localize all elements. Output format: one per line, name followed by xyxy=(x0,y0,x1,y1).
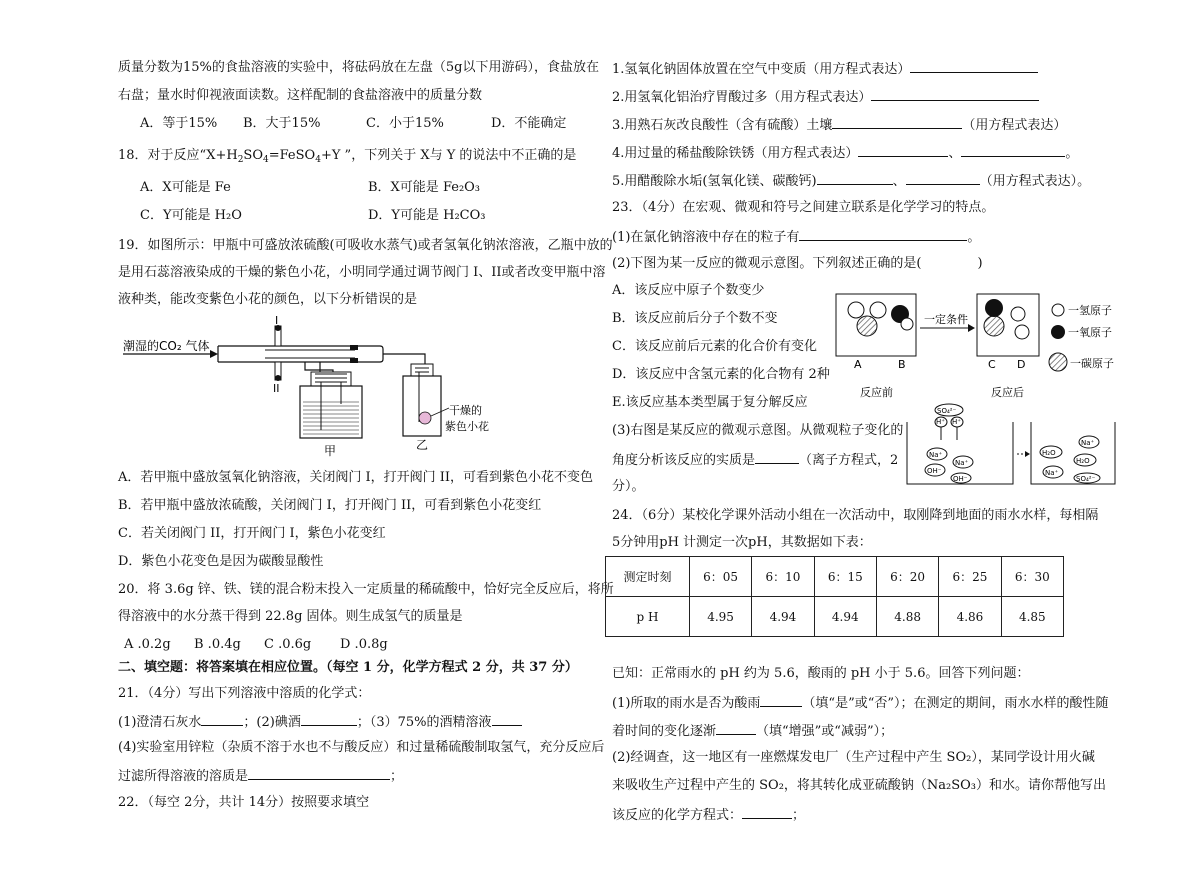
q17-option-a: A．等于15% xyxy=(140,116,218,131)
ion-h2o-label: H₂O xyxy=(1042,449,1056,457)
table-header-cell: 测定时刻 xyxy=(606,557,690,597)
carbon-atom-icon xyxy=(857,316,877,336)
q18-option-a: A．X可能是 Fe xyxy=(140,180,231,195)
q19-line1: 19．如图所示：甲瓶中可盛放浓硫酸(可吸收水蒸气)或者氢氧化钠浓溶液，乙瓶中放的 xyxy=(118,238,613,253)
q24-part2-line1: (2)经调查，这一地区有一座燃煤发电厂（生产过程中产生 SO₂），某同学设计用火碱 xyxy=(612,750,1095,765)
q24-part1-line1: (1)所取的雨水是否为酸雨 （填“是”或“否”）；在测定的期间，雨水水样的酸性随 xyxy=(612,696,1109,711)
q18-option-d: D．Y可能是 H₂CO₃ xyxy=(368,208,486,223)
q23-part3-line1: (3)右图是某反应的微观示意图。从微观粒子变化的 xyxy=(612,423,904,438)
q24-part1-line2: 着时间的变化逐渐 （填“增强”或“减弱”）； xyxy=(612,724,894,739)
q24-line1: 24．（6分）某校化学课外活动小组在一次活动中，取刚降到地面的雨水水样，每相隔 xyxy=(612,508,1099,523)
ion-h2o-label: H₂O xyxy=(1076,457,1090,465)
ion-so4-label: SO₄²⁻ xyxy=(1076,475,1096,483)
mol-label-c: C xyxy=(988,358,996,371)
ion-so4-label: SO₄²⁻ xyxy=(937,407,957,415)
flower-label-2: 紫色小花 xyxy=(445,420,489,433)
ion-reaction-diagram xyxy=(903,402,1118,488)
hydrogen-legend-icon xyxy=(1052,304,1064,316)
answer-blank[interactable] xyxy=(871,88,1039,101)
q23-option-a: A．该反应中原子个数变少 xyxy=(612,283,765,298)
oxygen-atom-icon xyxy=(985,299,1003,317)
q21-stem: 21．（4分）写出下列溶液中溶质的化学式： xyxy=(118,686,371,701)
q17-option-d: D．不能确定 xyxy=(491,116,567,131)
molecular-reaction-diagram xyxy=(832,288,1117,406)
q19-option-d: D．紫色小花变色是因为碳酸显酸性 xyxy=(118,554,324,569)
answer-blank[interactable] xyxy=(760,694,802,707)
ion-na-label: Na⁺ xyxy=(1045,469,1059,477)
ph-table xyxy=(605,556,1064,637)
hydrogen-atom-icon xyxy=(901,318,913,330)
q22-item2: 2.用氢氧化铝治疗胃酸过多（用方程式表达） xyxy=(612,88,1039,106)
q22-item1: 1.氢氧化钠固体放置在空气中变质（用方程式表达） xyxy=(612,60,1038,78)
answer-blank[interactable] xyxy=(906,172,980,185)
table-cell: 4.95 xyxy=(689,597,751,637)
q19-line3: 液种类，能改变紫色小花的颜色，以下分析错误的是 xyxy=(118,292,418,307)
hydrogen-atom-icon xyxy=(870,302,886,318)
q22-item4: 4.用过量的稀盐酸除铁锈（用方程式表达） 、 。 xyxy=(612,146,1079,161)
answer-blank[interactable] xyxy=(817,172,893,185)
q18-stem: 18．对于反应“$X+H_2SO_4=FeSO_4+Y$ ”，下列关于 X与 Y 的说法中不正确的是 xyxy=(118,148,577,165)
answer-blank[interactable] xyxy=(799,228,967,241)
mol-before-label: 反应前 xyxy=(860,386,893,399)
q23-option-b: B．该反应前后分子个数不变 xyxy=(612,311,778,326)
answer-blank[interactable] xyxy=(742,806,792,819)
section-2-heading: 二、填空题：将答案填在相应位置。（每空 1 分，化学方程式 2 分，共 37 分） xyxy=(118,660,578,675)
table-cell: 6：25 xyxy=(939,557,1001,597)
answer-blank[interactable] xyxy=(301,713,357,726)
hydrogen-atom-icon xyxy=(848,302,864,318)
q24-line2: 5分钟用pH 计测定一次pH，其数据如下表： xyxy=(612,535,872,550)
q24-part2-line2: 来吸收生产过程中产生的 SO₂，将其转化成亚硫酸钠（Na₂SO₃）和水。请你帮他写出 xyxy=(612,778,1107,793)
q24-known: 已知：正常雨水的 pH 约为 5.6，酸雨的 pH 小于 5.6。回答下列问题： xyxy=(612,666,1030,681)
bottle-yi-label: 乙 xyxy=(416,438,429,452)
carbon-atom-icon xyxy=(984,316,1004,336)
valve-i-label: I xyxy=(275,314,279,327)
q23-option-d: D．该反应中含氢元素的化合物有 2种 xyxy=(612,367,830,382)
q18-option-b: B．X可能是 Fe₂O₃ xyxy=(368,180,481,195)
q20-option-c: C .0.6g xyxy=(264,637,312,652)
table-row xyxy=(606,557,1064,597)
table-cell: 6：05 xyxy=(689,557,751,597)
q23-part3-line3: 分）。 xyxy=(612,479,645,494)
legend-oxygen: 一氧原子 xyxy=(1068,326,1112,339)
q20-option-b: B .0.4g xyxy=(194,637,241,652)
ion-na-label: Na⁺ xyxy=(929,451,943,459)
ion-oh-label: OH⁻ xyxy=(927,467,942,475)
ion-oh-label: OH⁻ xyxy=(953,475,968,483)
table-row xyxy=(606,597,1064,637)
table-cell: 6：30 xyxy=(1001,557,1063,597)
hydrogen-atom-icon xyxy=(1015,325,1029,339)
answer-blank[interactable] xyxy=(910,60,1038,73)
oxygen-legend-icon xyxy=(1051,325,1065,339)
answer-blank[interactable] xyxy=(716,722,756,735)
table-cell: 4.85 xyxy=(1001,597,1063,637)
ion-h-label: H⁺ xyxy=(952,418,961,426)
q23-option-e: E.该反应基本类型属于复分解反应 xyxy=(612,395,808,410)
q20-line1: 20．将 3.6g 锌、铁、镁的混合粉末投入一定质量的稀硫酸中，恰好完全反应后，将所 xyxy=(118,582,614,597)
q17-line1: 质量分数为15%的食盐溶液的实验中，将砝码放在左盘（5g以下用游码），食盐放在 xyxy=(118,60,599,75)
mol-label-b: B xyxy=(898,358,906,371)
mol-label-a: A xyxy=(854,358,862,371)
q21-parts: (1)澄清石灰水 ；(2)碘酒 ；（3）75%的酒精溶液 xyxy=(118,713,522,731)
q23-part1: (1)在氯化钠溶液中存在的粒子有 。 xyxy=(612,230,981,245)
answer-blank[interactable] xyxy=(755,451,799,464)
q20-option-d: D .0.8g xyxy=(340,637,388,652)
table-cell: 4.88 xyxy=(876,597,938,637)
flower-label-1: 干燥的 xyxy=(449,404,482,417)
q23-part3-line2: 角度分析该反应的实质是 （离子方程式，2 xyxy=(612,453,899,468)
table-header-cell: p H xyxy=(606,597,690,637)
q23-part2: (2)下图为某一反应的微观示意图。下列叙述正确的是( ) xyxy=(612,256,983,271)
q17-option-c: C．小于15% xyxy=(366,116,444,131)
table-cell: 4.94 xyxy=(814,597,876,637)
table-cell: 4.94 xyxy=(752,597,814,637)
flower-icon xyxy=(419,412,431,424)
q19-option-a: A．若甲瓶中盛放氢氧化钠溶液，关闭阀门 I，打开阀门 II，可看到紫色小花不变色 xyxy=(118,470,594,485)
legend-hydrogen: 一氢原子 xyxy=(1068,304,1112,317)
legend-carbon: 一碳原子 xyxy=(1070,357,1114,370)
fig-gas-label: 潮湿的CO₂ 气体 xyxy=(123,339,210,353)
table-cell: 4.86 xyxy=(939,597,1001,637)
q22-item3: 3.用熟石灰改良酸性（含有硫酸）土壤 （用方程式表达） xyxy=(612,118,1067,133)
answer-blank[interactable] xyxy=(961,144,1065,157)
mol-label-d: D xyxy=(1017,358,1026,371)
answer-blank[interactable] xyxy=(492,713,522,726)
table-cell: 6：10 xyxy=(752,557,814,597)
answer-blank[interactable] xyxy=(832,116,962,129)
q22-stem: 22．（每空 2分，共计 14分）按照要求填空 xyxy=(118,795,370,810)
mol-after-label: 反应后 xyxy=(991,386,1024,399)
bottle-jia-label: 甲 xyxy=(324,444,337,458)
q18-option-c: C．Y可能是 H₂O xyxy=(140,208,242,223)
carbon-legend-icon xyxy=(1049,353,1067,371)
hydrogen-atom-icon xyxy=(1011,307,1025,321)
table-cell: 6：15 xyxy=(814,557,876,597)
q17-line2: 右盘；量水时仰视液面读数。这样配制的食盐溶液中的质量分数 xyxy=(118,88,483,103)
q20-option-a: A .0.2g xyxy=(124,637,171,652)
ion-na-label: Na⁺ xyxy=(955,459,969,467)
q23-stem: 23．（4分）在宏观、微观和符号之间建立联系是化学学习的特点。 xyxy=(612,200,995,215)
answer-blank[interactable] xyxy=(201,713,243,726)
table-cell: 6：20 xyxy=(876,557,938,597)
answer-blank[interactable] xyxy=(248,767,390,780)
mol-condition-label: 一定条件 xyxy=(924,313,968,326)
q17-option-b: B．大于15% xyxy=(243,116,321,131)
q23-option-c: C．该反应前后元素的化合价有变化 xyxy=(612,339,817,354)
ion-na-label: Na⁺ xyxy=(1081,439,1095,447)
q19-option-b: B．若甲瓶中盛放浓硫酸，关闭阀门 I，打开阀门 II，可看到紫色小花变红 xyxy=(118,498,542,513)
q21-part4-line2: 过滤所得溶液的溶质是 ； xyxy=(118,769,404,784)
q22-item5: 5.用醋酸除水垢(氢氧化镁、碳酸钙) 、 （用方程式表达）。 xyxy=(612,174,1091,189)
valve-ii-label: II xyxy=(273,382,280,395)
q21-part4-line1: (4)实验室用锌粒（杂质不溶于水也不与酸反应）和过量稀硫酸制取氢气，充分反应后 xyxy=(118,740,605,755)
ion-h-label: H⁺ xyxy=(936,418,945,426)
q19-option-c: C．若关闭阀门 II，打开阀门 I，紫色小花变红 xyxy=(118,526,386,541)
answer-blank[interactable] xyxy=(858,144,948,157)
q19-line2: 是用石蕊溶液染成的干燥的紫色小花，小明同学通过调节阀门 I、II或者改变甲瓶中溶 xyxy=(118,265,606,280)
q20-line2: 得溶液中的水分蒸干得到 22.8g 固体。则生成氢气的质量是 xyxy=(118,609,463,624)
apparatus-figure xyxy=(115,312,505,460)
q24-part2-line3: 该反应的化学方程式： ； xyxy=(612,808,806,823)
